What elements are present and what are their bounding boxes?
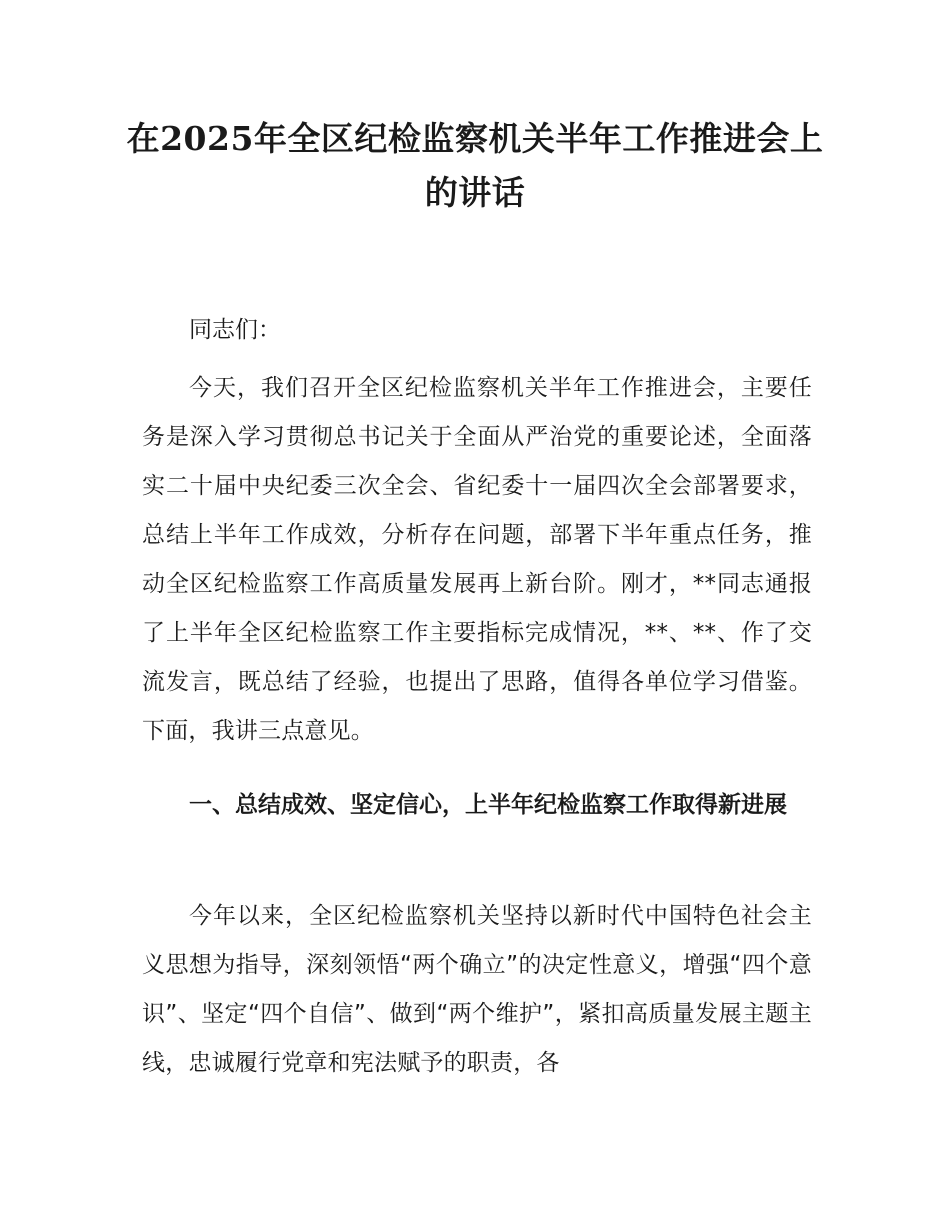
document-title: 在2025年全区纪检监察机关半年工作推进会上的讲话 xyxy=(126,119,824,212)
greeting: 同志们： xyxy=(189,317,281,343)
section-1-paragraph: 今年以来，全区纪检监察机关坚持以新时代中国特色社会主义思想为指导，深刻领悟“两个确立”的决定性意义，增强“四个意识”、坚定“四个自信”、做到“两个维护”，紧扣高质量发展主题主线，忠诚履行党章和宪法赋予的职责，各 xyxy=(142,903,812,1076)
opening-paragraph: 今天，我们召开全区纪检监察机关半年工作推进会，主要任务是深入学习贯彻总书记关于全面从严治党的重要论述，全面落实二十届中央纪委三次全会、省纪委十一届四次全会部署要求，总结上半年工作成效，分析存在问题，部署下半年重点任务，推动全区纪检监察工作高质量发展再上新台阶。刚才，**同志通报了上半年全区纪检监察工作主要指标完成情况，**、**、作了交流发言，既总结了经验，也提出了思路，值得各单位学习借鉴。下面，我讲三点意见。 xyxy=(142,375,812,744)
section-heading-1: 一、总结成效、坚定信心，上半年纪检监察工作取得新进展 xyxy=(189,792,787,818)
